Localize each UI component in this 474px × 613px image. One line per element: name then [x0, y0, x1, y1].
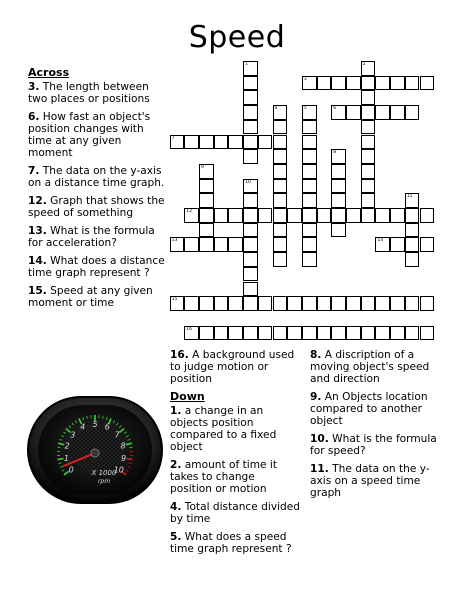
grid-cell[interactable]: [214, 237, 229, 252]
grid-cell[interactable]: [199, 208, 214, 223]
grid-cell[interactable]: [243, 149, 258, 164]
grid-cell[interactable]: [375, 326, 390, 341]
grid-cell[interactable]: [317, 326, 332, 341]
grid-cell[interactable]: [361, 149, 376, 164]
grid-cell[interactable]: [273, 179, 288, 194]
grid-cell[interactable]: [361, 120, 376, 135]
grid-cell[interactable]: [302, 223, 317, 238]
grid-cell[interactable]: [184, 237, 199, 252]
grid-cell[interactable]: [273, 326, 288, 341]
grid-cell[interactable]: [331, 149, 346, 164]
grid-cell[interactable]: [184, 296, 199, 311]
grid-cell[interactable]: [302, 76, 317, 91]
grid-cell[interactable]: [331, 105, 346, 120]
grid-cell[interactable]: [199, 179, 214, 194]
grid-clue-number: 11: [406, 194, 413, 200]
grid-cell[interactable]: [375, 237, 390, 252]
clue-across-6: 6. How fast an object's position changes with time at any given moment: [28, 111, 151, 159]
grid-cell[interactable]: [214, 326, 229, 341]
clue-across-7: 7. The data on the y-axis on a distance time graph.: [28, 165, 165, 189]
grid-clue-number: 4: [274, 106, 278, 112]
grid-cell[interactable]: [420, 296, 435, 311]
grid-cell[interactable]: [346, 208, 361, 223]
clue-across-14: 14. What does a distance time graph represent ?: [28, 255, 165, 279]
clue-down-5: 5. What does a speed time graph represent ?: [170, 531, 292, 555]
grid-cell[interactable]: [375, 76, 390, 91]
grid-cell[interactable]: [170, 135, 185, 150]
grid-cell[interactable]: [302, 135, 317, 150]
grid-cell[interactable]: [302, 237, 317, 252]
grid-cell[interactable]: [199, 193, 214, 208]
clue-down-11: 11. The data on the y-axis on a speed time graph: [310, 463, 430, 499]
grid-cell[interactable]: [375, 296, 390, 311]
gauge-label: 2: [64, 441, 70, 451]
grid-cell[interactable]: [361, 326, 376, 341]
grid-cell[interactable]: [361, 164, 376, 179]
gauge-label: 8: [120, 441, 126, 451]
grid-clue-number: 1: [245, 62, 248, 67]
grid-cell[interactable]: [361, 105, 376, 120]
grid-cell[interactable]: [170, 237, 185, 252]
grid-cell[interactable]: [390, 296, 405, 311]
grid-cell[interactable]: [243, 252, 258, 267]
grid-cell[interactable]: [302, 164, 317, 179]
grid-cell[interactable]: [390, 208, 405, 223]
grid-cell[interactable]: [273, 120, 288, 135]
grid-cell[interactable]: [273, 105, 288, 120]
grid-cell[interactable]: [258, 326, 273, 341]
grid-cell[interactable]: [273, 296, 288, 311]
grid-cell[interactable]: [258, 296, 273, 311]
grid-cell[interactable]: [302, 120, 317, 135]
grid-cell[interactable]: [243, 223, 258, 238]
grid-cell[interactable]: [302, 193, 317, 208]
grid-cell[interactable]: [170, 296, 185, 311]
grid-cell[interactable]: [243, 193, 258, 208]
grid-cell[interactable]: [361, 193, 376, 208]
tachometer-icon: [26, 395, 164, 505]
grid-cell[interactable]: [287, 296, 302, 311]
gauge-label: 7: [114, 430, 120, 440]
clue-down-8: 8. A discription of a moving object's speed and direction: [310, 349, 430, 385]
grid-cell[interactable]: [243, 208, 258, 223]
grid-cell[interactable]: [243, 267, 258, 282]
grid-cell[interactable]: [273, 237, 288, 252]
grid-clue-number: 2: [362, 62, 366, 67]
grid-cell[interactable]: [199, 223, 214, 238]
grid-cell[interactable]: [420, 326, 435, 341]
grid-cell[interactable]: [346, 105, 361, 120]
grid-cell[interactable]: [287, 326, 302, 341]
grid-cell[interactable]: [258, 208, 273, 223]
grid-cell[interactable]: [243, 61, 258, 76]
grid-cell[interactable]: [199, 164, 214, 179]
grid-cell[interactable]: [361, 135, 376, 150]
gauge-tick: [58, 459, 64, 460]
grid-cell[interactable]: [302, 326, 317, 341]
grid-cell[interactable]: [361, 90, 376, 105]
grid-cell[interactable]: [273, 208, 288, 223]
grid-clue-number: 10: [245, 179, 251, 185]
grid-clue-number: 13: [171, 238, 178, 244]
grid-cell[interactable]: [228, 296, 243, 311]
grid-cell[interactable]: [317, 76, 332, 91]
grid-cell[interactable]: [405, 105, 420, 120]
gauge-label: 0: [68, 465, 74, 475]
grid-clue-number: 3: [303, 76, 307, 82]
clue-across-13: 13. What is the formula for acceleration?: [28, 225, 155, 249]
grid-cell[interactable]: [287, 208, 302, 223]
grid-cell[interactable]: [243, 237, 258, 252]
grid-cell[interactable]: [243, 296, 258, 311]
gauge-label: 5: [92, 420, 98, 429]
grid-cell[interactable]: [184, 135, 199, 150]
grid-cell[interactable]: [405, 326, 420, 341]
grid-cell[interactable]: [214, 296, 229, 311]
down-heading: Down: [170, 390, 205, 403]
gauge-label: 6: [104, 422, 110, 432]
grid-cell[interactable]: [273, 135, 288, 150]
grid-cell[interactable]: [331, 223, 346, 238]
grid-cell[interactable]: [273, 193, 288, 208]
grid-cell[interactable]: [243, 326, 258, 341]
grid-clue-number: 16: [186, 326, 193, 332]
grid-clue-number: 15: [171, 297, 178, 303]
gauge-unit-line2: rpm: [97, 478, 111, 485]
grid-cell[interactable]: [346, 76, 361, 91]
grid-cell[interactable]: [361, 296, 376, 311]
grid-clue-number: 12: [186, 209, 193, 214]
across-heading: Across: [28, 66, 70, 79]
grid-cell[interactable]: [405, 193, 420, 208]
clue-down-4: 4. Total distance divided by time: [170, 501, 300, 525]
grid-cell[interactable]: [302, 179, 317, 194]
grid-cell[interactable]: [243, 179, 258, 194]
grid-cell[interactable]: [375, 105, 390, 120]
gauge-label: 3: [70, 430, 76, 440]
gauge-label: 9: [121, 454, 127, 463]
grid-cell[interactable]: [243, 282, 258, 297]
grid-cell[interactable]: [390, 105, 405, 120]
clue-down-9: 9. An Objects location compared to another object: [310, 391, 428, 427]
clue-down-10: 10. What is the formula for speed?: [310, 433, 437, 457]
clue-across-15: 15. Speed at any given moment or time: [28, 285, 153, 309]
grid-cell[interactable]: [317, 208, 332, 223]
clue-across-16: 16. A background used to judge motion or position: [170, 349, 295, 385]
grid-cell[interactable]: [199, 135, 214, 150]
grid-cell[interactable]: [302, 208, 317, 223]
grid-cell[interactable]: [273, 252, 288, 267]
grid-cell[interactable]: [243, 120, 258, 135]
grid-cell[interactable]: [405, 223, 420, 238]
gauge-tick: [127, 459, 133, 460]
grid-cell[interactable]: [273, 223, 288, 238]
grid-cell[interactable]: [302, 252, 317, 267]
grid-cell[interactable]: [228, 208, 243, 223]
gauge-label: 1: [63, 454, 69, 463]
grid-cell[interactable]: [346, 296, 361, 311]
grid-cell[interactable]: [243, 105, 258, 120]
grid-clue-number: 14: [377, 238, 384, 244]
grid-cell[interactable]: [405, 237, 420, 252]
clue-across-3: 3. The length between two places or positions: [28, 81, 150, 105]
grid-cell[interactable]: [184, 208, 199, 223]
grid-cell[interactable]: [361, 61, 376, 76]
grid-cell[interactable]: [228, 326, 243, 341]
grid-cell[interactable]: [228, 135, 243, 150]
grid-cell[interactable]: [375, 208, 390, 223]
grid-cell[interactable]: [331, 296, 346, 311]
grid-cell[interactable]: [361, 179, 376, 194]
grid-cell[interactable]: [331, 326, 346, 341]
grid-cell[interactable]: [302, 105, 317, 120]
grid-cell[interactable]: [243, 90, 258, 105]
grid-cell[interactable]: [405, 208, 420, 223]
grid-cell[interactable]: [317, 296, 332, 311]
gauge-hub: [91, 449, 99, 457]
clue-down-1: 1. a change in an objects position compared to a fixed object: [170, 405, 277, 453]
grid-cell[interactable]: [243, 76, 258, 91]
grid-cell[interactable]: [361, 208, 376, 223]
grid-cell[interactable]: [405, 76, 420, 91]
grid-clue-number: 6: [333, 106, 337, 112]
grid-clue-number: 8: [333, 150, 337, 156]
gauge-unit-line1: X 1000: [91, 469, 117, 477]
grid-cell[interactable]: [302, 149, 317, 164]
grid-clue-number: 9: [201, 164, 204, 170]
grid-cell[interactable]: [258, 135, 273, 150]
grid-cell[interactable]: [405, 296, 420, 311]
grid-cell[interactable]: [390, 76, 405, 91]
grid-cell[interactable]: [214, 135, 229, 150]
grid-cell[interactable]: [420, 208, 435, 223]
clue-across-12: 12. Graph that shows the speed of something: [28, 195, 165, 219]
grid-cell[interactable]: [199, 237, 214, 252]
grid-cell[interactable]: [361, 76, 376, 91]
grid-cell[interactable]: [273, 164, 288, 179]
page-title: Speed: [188, 20, 286, 55]
grid-cell[interactable]: [199, 326, 214, 341]
grid-cell[interactable]: [346, 326, 361, 341]
grid-cell[interactable]: [331, 179, 346, 194]
grid-cell[interactable]: [184, 326, 199, 341]
grid-cell[interactable]: [273, 149, 288, 164]
grid-cell[interactable]: [390, 237, 405, 252]
grid-cell[interactable]: [243, 135, 258, 150]
grid-cell[interactable]: [390, 326, 405, 341]
grid-cell[interactable]: [420, 76, 435, 91]
grid-cell[interactable]: [228, 237, 243, 252]
grid-cell[interactable]: [331, 164, 346, 179]
grid-cell[interactable]: [302, 296, 317, 311]
grid-clue-number: 7: [171, 135, 175, 141]
gauge-label: 10: [113, 465, 124, 475]
grid-cell[interactable]: [331, 76, 346, 91]
clue-down-2: 2. amount of time it takes to change position or motion: [170, 459, 278, 495]
grid-cell[interactable]: [331, 193, 346, 208]
gauge-label: 4: [80, 422, 86, 432]
grid-clue-number: 5: [303, 106, 307, 112]
grid-cell[interactable]: [214, 208, 229, 223]
grid-cell[interactable]: [331, 208, 346, 223]
grid-cell[interactable]: [405, 252, 420, 267]
grid-cell[interactable]: [199, 296, 214, 311]
grid-cell[interactable]: [420, 237, 435, 252]
